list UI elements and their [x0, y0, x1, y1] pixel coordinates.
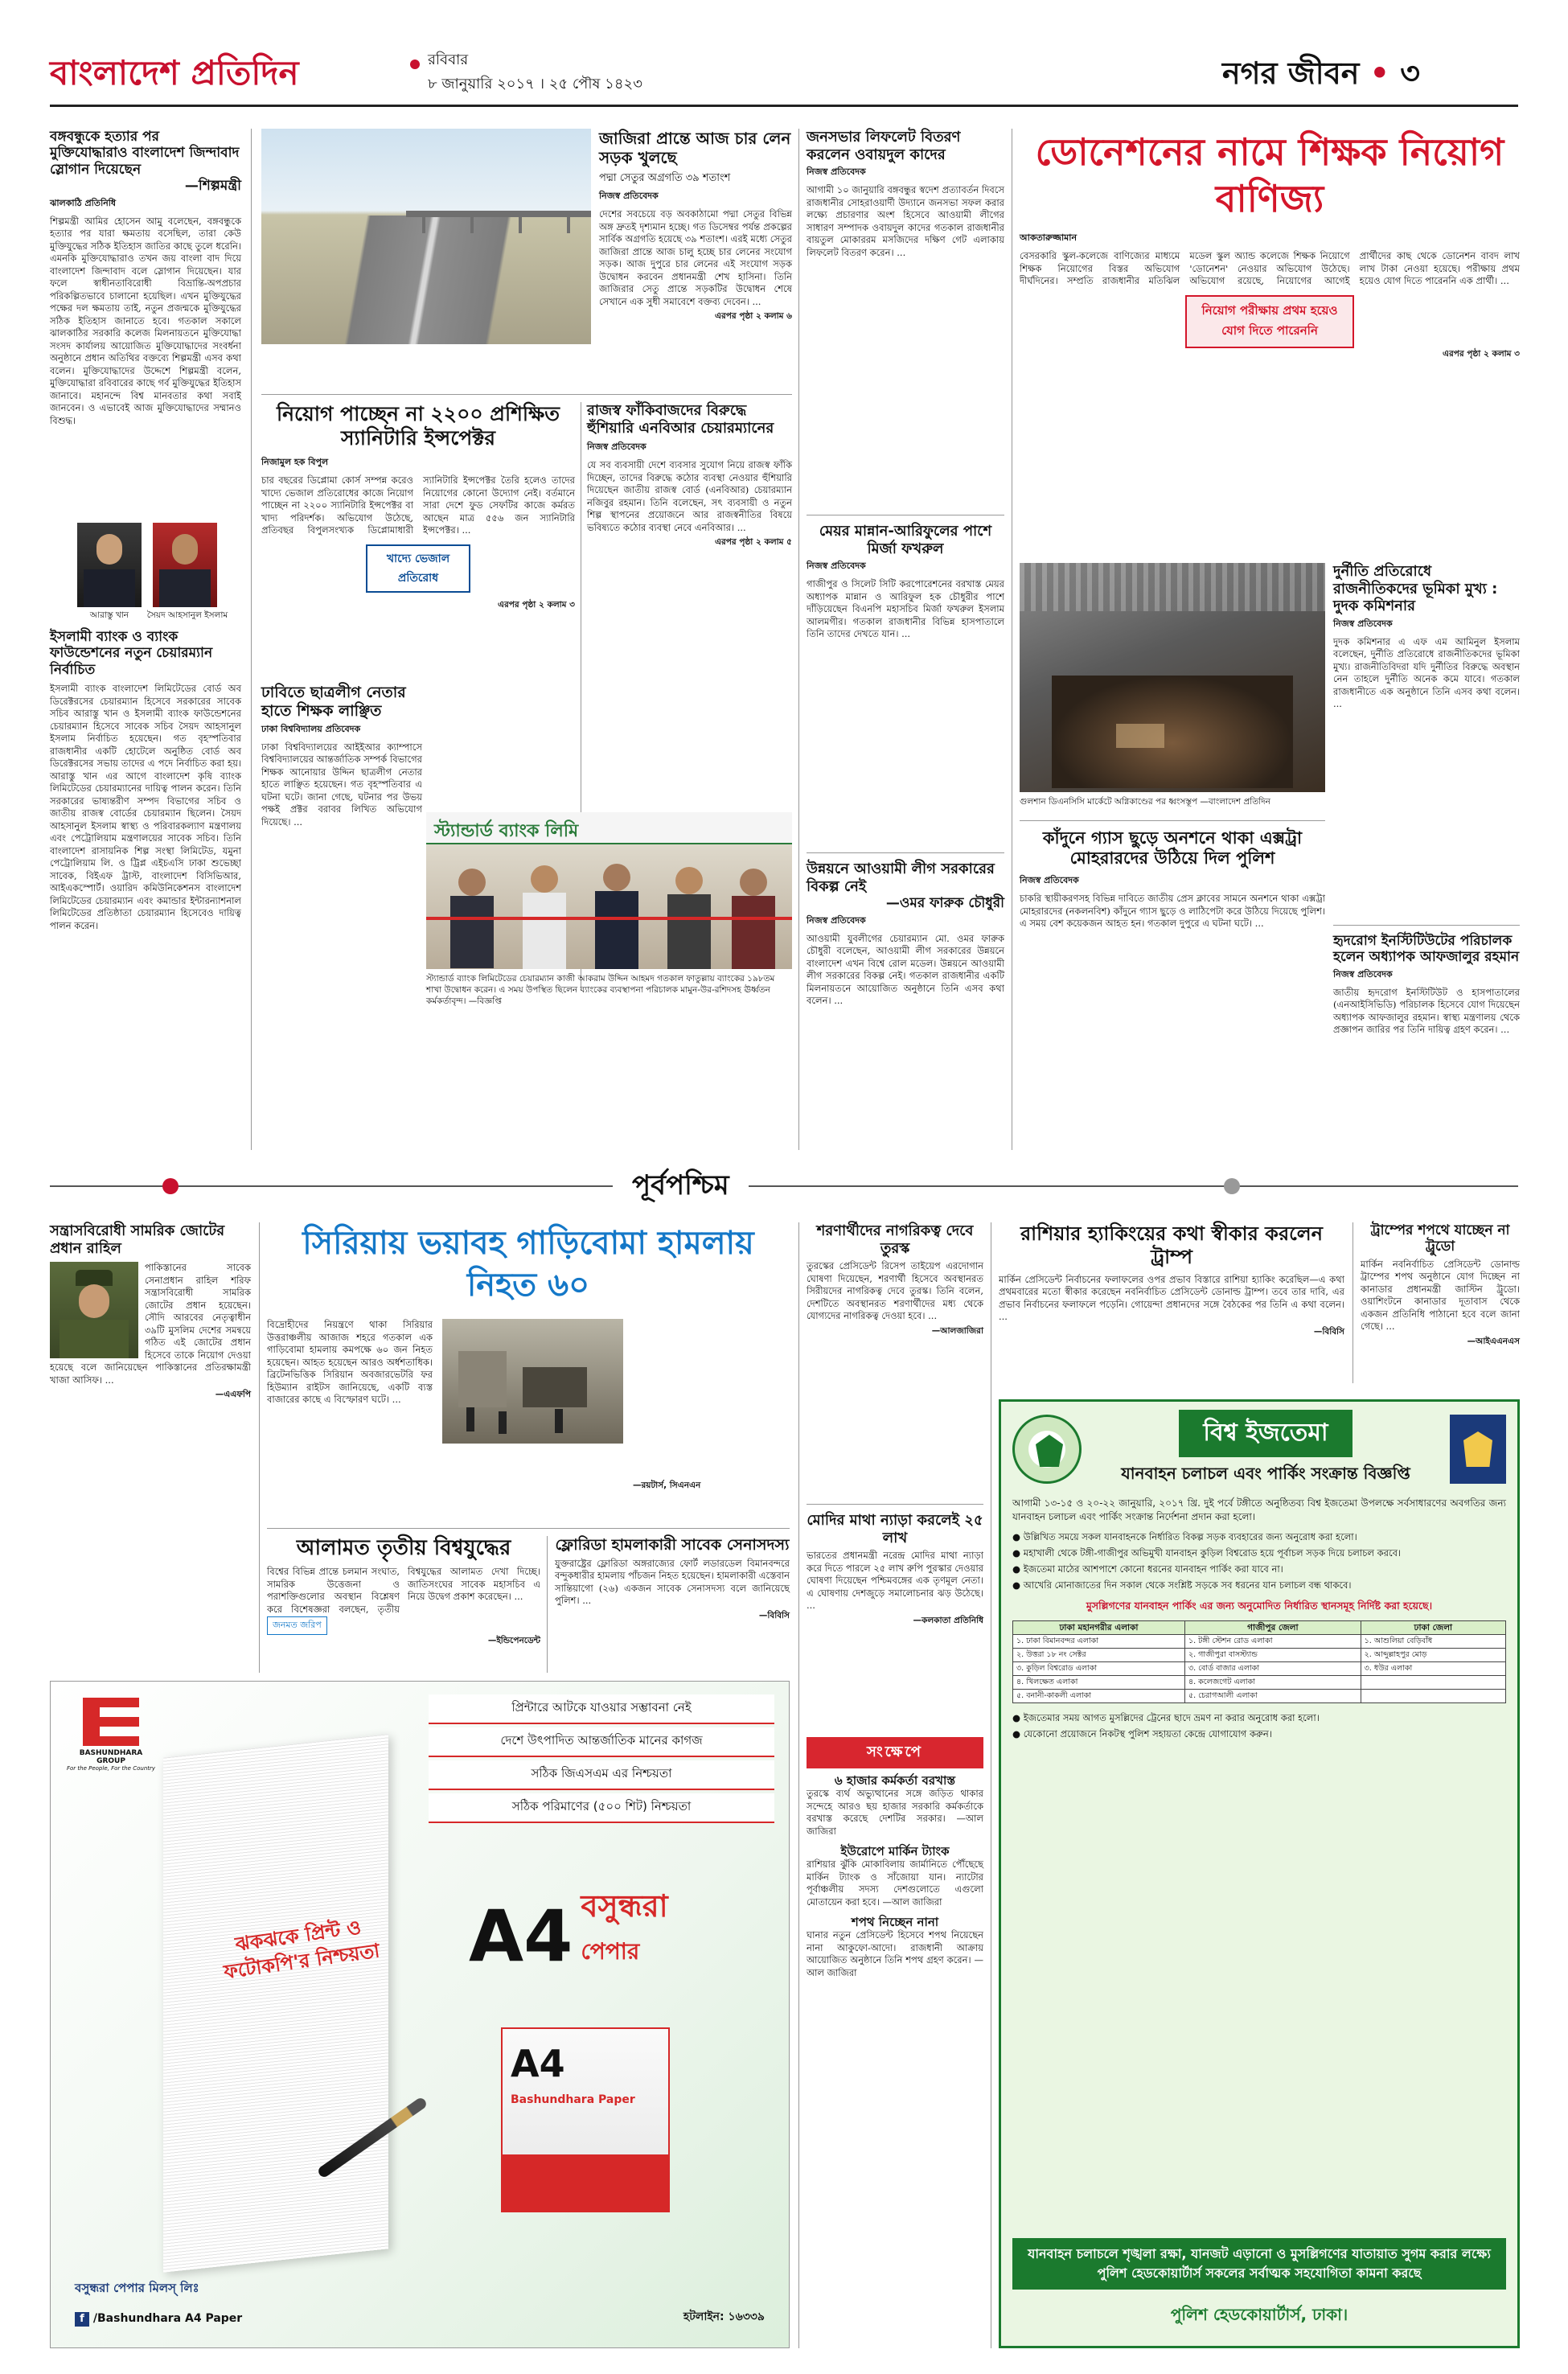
headline[interactable]: কাঁদুনে গ্যাস ছুড়ে অনশনে থাকা এক্সট্রা মোহরারদের উঠিয়ে দিল পুলিশ — [1042, 828, 1303, 869]
headline[interactable]: মেয়র মান্নান-আরিফুলের পাশে মির্জা ফখরুল — [819, 523, 992, 557]
story-corruption — [1333, 563, 1520, 713]
photo-padma-highway — [261, 129, 591, 344]
brief-headline[interactable]: শপথ নিচ্ছেন নানা — [851, 1915, 939, 1929]
source: —আলজাজিরা — [931, 1325, 983, 1336]
story-syria-body — [267, 1319, 790, 1493]
headline[interactable]: উন্নয়নে আওয়ামী লীগ সরকারের বিকল্প নেই — [807, 860, 995, 895]
ad-product-logo: A4 বসুন্ধরা পেপার — [469, 1888, 668, 1978]
body-text: জাতীয় হৃদরোগ ইনস্টিটিউট ও হাসপাতালের (এনআইসিভিডি) পরিচালক হিসেবে যোগ দিয়েছেন অধ্যাপক আফজালুর রহমান। স্বাস্থ্য মন্ত্রণালয় থেকে প্রজ্ঞাপন জারির পর তিনি দায়িত্ব গ্রহণ করেন। ... — [1333, 986, 1520, 1036]
table-row: ২. উত্তরা ১৮ নং সেক্টর ২. গাজীপুরা বাসস্ট্যান্ড ২. আব্দুল্লাহপুর মোড় — [1013, 1649, 1506, 1662]
story-awami-league — [807, 860, 1004, 1010]
column-rule — [547, 1536, 548, 1673]
headline[interactable]: রাশিয়ার হ্যাকিংয়ের কথা স্বীকার করলেন ট্রাম্প — [1020, 1222, 1323, 1268]
bank-banner: স্ট্যান্ডার্ড ব্যাংক লিমি — [426, 812, 792, 844]
byline: নিজামুল হক বিপুল — [261, 457, 329, 467]
photo-caption: স্ট্যান্ডার্ড ব্যাংক লিমিটেডের চেয়ারম্যান কাজী আকরাম উদ্দিন আহমদ গতকাল ফাতুল্লায় ব্যাংকের ১৯৮তম শাখা উদ্বোধন করেন। এ সময় উপস্থিত ছিলেন ব্যাংকের ব্যবস্থাপনা পরিচালক মামুন-উর-রশিদসহ ঊর্ধ্বতন কর্মকর্তাবৃন্দ। —বিজ্ঞপ্তি — [426, 974, 775, 1006]
byline: আকতারুজ্জামান — [1020, 232, 1077, 243]
section-title: নগর জীবন • ৩ — [1222, 55, 1420, 91]
table-row: ৩. কুড়িল বিশ্বরোড এলাকা ৩. বোর্ড বাজার এলাকা ৩. ধউর এলাকা — [1013, 1662, 1506, 1676]
kicker: —ওমর ফারুক চৌধুরী — [885, 895, 1004, 912]
headline[interactable]: আলামত তৃতীয় বিশ্বযুদ্ধের — [296, 1536, 511, 1560]
source: —বিবিসি — [1313, 1326, 1344, 1337]
parking-table-title: মুসল্লিগণের যানবাহন পার্কিং এর জন্য অনুমোদিত নির্ধারিত স্থানসমূহ নির্দিষ্ট করা হয়েছে। — [1086, 1600, 1433, 1612]
notice-subtitle: যানবাহন চলাচল এবং পার্কিং সংক্রান্ত বিজ্ঞপ্তি — [1121, 1464, 1410, 1483]
headline[interactable]: বঙ্গবন্ধুকে হত্যার পর মুক্তিযোদ্ধারাও বাংলাদেশ জিন্দাবাদ স্লোগান দিয়েছেন — [50, 129, 240, 178]
body-text: বেসরকারি স্কুল-কলেজে বাণিজ্যের মাধ্যমে শিক্ষক নিয়োগের বিস্তর অভিযোগ দীর্ঘদিনের। সম্প্রতি রাজধানীর মতিঝিল মডেল স্কুল অ্যান্ড কলেজে শিক্ষক নিয়োগে 'ডোনেশন' নেওয়ার অভিযোগ উঠেছে। অভিযোগ রয়েছে, নিয়োগের আগেই প্রার্থীদের কাছ থেকে ডোনেশন বাবদ লাখ লাখ টাকা নেওয়া হয়েছে। পরীক্ষায় প্রথম হয়েও যোগ দিতে পারেননি এক প্রার্থী। ... — [1020, 250, 1520, 286]
masthead-day: রবিবার — [428, 51, 469, 68]
photo-caption-left: আরাস্তু খান — [89, 610, 129, 620]
brief-section — [807, 1737, 983, 1982]
story-bangabandhu — [50, 129, 241, 429]
notice-note: ● যেকোনো প্রয়োজনে নিকটস্থ পুলিশ সহায়তা কেন্দ্রে যোগাযোগ করুন। — [1012, 1728, 1272, 1739]
body-text: মার্কিন প্রেসিডেন্ট নির্বাচনের ফলাফলের ওপর প্রভাব বিস্তারে রাশিয়া হ্যাকিং করেছিল—এ কথা প্রথমবারের মতো স্বীকার করেছেন নবনির্বাচিত প্রেসিডেন্ট ডোনাল্ড ট্রাম্প। তবে তার দাবি, এর প্রভাব নির্বাচনের ফলাফলে পড়েনি। গোয়েন্দা প্রধানদের সঙ্গে বৈঠকের পর তিনি এ কথা বলেন। ... — [999, 1273, 1344, 1323]
source: —বিবিসি — [758, 1610, 790, 1620]
source: —কলকাতা প্রতিনিধি — [913, 1615, 983, 1625]
headline[interactable]: মোদির মাথা ন্যাড়া করলেই ২৫ লাখ — [807, 1512, 983, 1546]
source: —ইন্ডিপেনডেন্ট — [487, 1636, 540, 1646]
brand-name: BASHUNDHARA GROUP — [79, 1749, 143, 1765]
kicker: —শিল্পমন্ত্রী — [184, 178, 241, 195]
headline[interactable]: সিরিয়ায় ভয়াবহ গাড়িবোমা হামলায় নিহত ৬০ — [302, 1225, 754, 1304]
body-text: ইসলামী ব্যাংক বাংলাদেশ লিমিটেডের বোর্ড অব ডিরেক্টরসের চেয়ারম্যান হিসেবে সরকারের সাবেক সচিব আরাস্তু খান ও ইসলামী ব্যাংক ফাউন্ডেশনের চেয়ারম্যান হিসেবে সাবেক সচিব সৈয়দ আহসানুল ইসলাম নির্বাচিত হয়েছেন। গত বৃহস্পতিবার রাজধানীর একটি হোটেলে অনুষ্ঠিত বোর্ড অব ডিরেক্টরসের সভায় তাদের এ পদে নির্বাচিত করা হয়। আরাস্তু খান এর আগে বাংলাদেশ কৃষি ব্যাংক লিমিটেডের চেয়ারম্যানের দায়িত্ব পালন করেন। তিনি সরকারের ভাষ্যন্তরীণ সম্পদ বিভাগের সচিব ও জাতীয় রাজস্ব বোর্ডের চেয়ারম্যান ছিলেন। সৈয়দ আহসানুল ইসলাম স্বাস্থ্য ও পরিবারকল্যাণ মন্ত্রণালয় এবং পেট্রোলিয়াম মন্ত্রণালয়ের সাবেক সচিব। তিনি বাংলাদেশ রাসায়নিক শিল্প সংস্থা লিমিটেড, যমুনা পেট্রোলিয়াম লি. ও ট্রিপ্ল এইচএসি ঢাকা শুভেচ্ছা সাবেক, বিইএফ ট্রাস্ট, বাংলাদেশ বিসিভিআর, আইএকস্পোর্ট। ওয়ারিদ কমিউনিকেশনস বাংলাদেশ লিমিটেডের চেয়ারম্যান এবং কমান্ডার ইন্টারন্যাশনাল লিমিটেডের প্রতিষ্ঠাতা চেয়ারম্যান হিসেবেও দায়িত্ব পালন করেন। — [50, 683, 241, 931]
notice-note: ● ইজতেমার সময় আগত মুসল্লিদের ট্রেনের ছাদে ভ্রমণ না করার অনুরোধ করা হলো। — [1012, 1712, 1320, 1723]
story-dhaka-university — [261, 684, 575, 831]
story-heart-institute — [1333, 933, 1520, 1039]
ad-benefits — [429, 1694, 774, 1823]
section-title: পূর্বপশ্চিম — [613, 1164, 749, 1210]
column-rule — [251, 129, 252, 1150]
column-rule — [259, 1222, 260, 1673]
column-rule — [798, 1222, 799, 2348]
body-text: ভারতের প্রধানমন্ত্রী নরেন্দ্র মোদির মাথা ন্যাড়া করে দিতে পারলে ২৫ লাখ রুপি পুরস্কার দেওয়ার ঘোষণা দিয়েছেন পশ্চিমবঙ্গের এক তৃণমূল নেতা। এ ঘোষণায় দেশজুড়ে সমালোচনার ঝড় উঠেছে। ... — [807, 1550, 983, 1612]
byline: নিজস্ব প্রতিবেদক — [599, 191, 659, 201]
ad-bashundhara-paper — [50, 1681, 790, 2348]
ad-ijtema-notice — [999, 1399, 1520, 2348]
parking-table — [1012, 1620, 1506, 1703]
story-jajira — [599, 129, 792, 324]
company-name: বসুন্ধরা পেপার মিলস্ লিঃ — [75, 2281, 199, 2295]
facebook-link[interactable]: f /Bashundhara A4 Paper — [75, 2312, 242, 2327]
body-text: ঢাকা বিশ্ববিদ্যালয়ের আইইআর ক্যাম্পাসে বিশ্ববিদ্যালয়ের আন্তর্জাতিক সম্পর্ক বিভাগের শিক্ষক আনোয়ার উদ্দিন ছাত্রলীগ নেতার হাতে লাঞ্ছিত হয়েছেন। গত বৃহস্পতিবার এ ঘটনা ঘটে। জানা গেছে, ঘটনার পর উভয় পক্ষই প্রক্টর বরাবর লিখিত অভিযোগ দিয়েছে। ... — [261, 741, 422, 828]
table-header: ঢাকা জেলা — [1361, 1621, 1505, 1635]
table-header: ঢাকা মহানগরীর এলাকা — [1013, 1621, 1185, 1635]
photo-gulshan-fire — [1020, 563, 1325, 792]
story-trudeau — [1361, 1222, 1520, 1349]
continued-link[interactable]: এরপর পৃষ্ঠা ২ কলাম ৫ — [715, 537, 792, 548]
photo-caption: গুলশান ডিএনসিসি মার্কেটে অগ্নিকাণ্ডের পর ধ্বংসস্তূপ —বাংলাদেশ প্রতিদিন — [1020, 797, 1270, 807]
table-row: ৪. খিলক্ষেত এলাকা ৪. কলেজগেট এলাকা — [1013, 1676, 1506, 1690]
notice-rule: ● উল্লিখিত সময়ে সকল যানবাহনকে নির্ধারিত বিকল্প সড়ক ব্যবহারের জন্য অনুরোধ করা হলো। — [1012, 1531, 1357, 1542]
paper-ream-image: A4 Bashundhara Paper — [501, 2027, 670, 2212]
hotline[interactable]: হটলাইন: ১৬৩৩৯ — [683, 2310, 765, 2323]
story-leaflet — [807, 129, 1004, 261]
story-donation — [1020, 129, 1520, 222]
brief-headline[interactable]: ইউরোপে মার্কিন ট্যাংক — [840, 1844, 950, 1859]
brief-headline[interactable]: ৬ হাজার কর্মকর্তা বরখাস্ত — [834, 1773, 956, 1788]
section-divider — [50, 1158, 1518, 1214]
table-row: ৫. বনানী-কাকলী এলাকা ৫. চেরাগআলী এলাকা — [1013, 1690, 1506, 1703]
notice-title: বিশ্ব ইজতেমা — [1179, 1410, 1352, 1457]
benefit-line: প্রিন্টারে আটকে যাওয়ার সম্ভাবনা নেই — [429, 1694, 774, 1724]
byline: নিজস্ব প্রতিবেদক — [807, 914, 866, 926]
brand-tagline: For the People, For the Country — [67, 1765, 156, 1772]
story-russia — [999, 1222, 1344, 1340]
paper-stack-image — [163, 1734, 388, 2272]
table-row: ১. ঢাকা বিমানবন্দর এলাকা ১. টঙ্গী স্টেশন রোড এলাকা ১. আশুলিয়া বেড়িবাঁধ — [1013, 1635, 1506, 1649]
story-teargas — [1020, 828, 1325, 933]
brief-item — [807, 1915, 983, 1979]
brief-item — [807, 1844, 983, 1908]
headline[interactable]: রাজস্ব ফাঁকিবাজদের বিরুদ্ধে হুঁশিয়ারি এনবিআর চেয়ারম্যানের — [587, 402, 774, 437]
body-text: গাজীপুর ও সিলেট সিটি করপোরেশনের বরখাস্ত মেয়র অধ্যাপক মান্নান ও আরিফুল হক চৌধুরীর পাশে দাঁড়িয়েছেন বিএনপি মহাসচিব মির্জা ফখরুল ইসলাম আলমগীর। গতকাল রাজধানীর বিভিন্ন হাসপাতালে তিনি তাদের দেখতে যান। ... — [807, 578, 1004, 640]
masthead-rule — [50, 105, 1518, 107]
body-text: বিদ্রোহীদের নিয়ন্ত্রণে থাকা সিরিয়ার উত্তরাঞ্চলীয় আজাজ শহরে গতকাল এক গাড়িবোমা হামলায় কমপক্ষে ৬০ জন নিহত হয়েছেন। আহত হয়েছেন আরও অর্ধশতাধিক। ব্রিটেনভিত্তিক সিরিয়ান অবজারভেটরি ফর হিউম্যান রাইটস জানিয়েছে, একটি ব্যস্ত বাজারের কাছে এ বিস্ফোরণ ঘটে। ... — [267, 1319, 433, 1405]
continued-link[interactable]: এরপর পৃষ্ঠা ২ কলাম ৩ — [498, 600, 575, 610]
story-revenue — [587, 402, 792, 550]
paper-name: বাংলাদেশ প্রতিদিন — [50, 53, 299, 92]
body-text: পাকিস্তানের সাবেক সেনাপ্রধান রাহিল শরিফ সন্ত্রাসবিরোধী সামরিক জোটের প্রধান হয়েছেন। সৌদি আরবের নেতৃত্বাধীন ৩৯টি মুসলিম দেশের সমন্বয়ে গঠিত এই জোটের প্রধান হিসেবে তাকে নিয়োগ দেওয়া হয়েছে বলে জানিয়েছেন পাকিস্তানের প্রতিরক্ষামন্ত্রী খাজা আসিফ। ... — [50, 1262, 251, 1386]
headline[interactable]: ঢাবিতে ছাত্রলীগ নেতার হাতে শিক্ষক লাঞ্ছিত — [261, 684, 406, 720]
section-bullet: • — [1369, 55, 1389, 91]
section-rule — [807, 1504, 983, 1505]
byline: নিজস্ব প্রতিবেদক — [1333, 618, 1393, 629]
masthead-divider — [410, 60, 420, 69]
section-rule — [1020, 820, 1325, 821]
police-logo-left — [1012, 1415, 1082, 1484]
section-rule — [1333, 925, 1520, 926]
story-syria — [267, 1222, 790, 1306]
source: —আইএএনএস — [1467, 1336, 1520, 1346]
byline: ঝালকাঠি প্রতিনিধি — [50, 197, 117, 208]
body-text: চার বছরের ডিপ্লোমা কোর্স সম্পন্ন করেও খাদ্যে ভেজাল প্রতিরোধের কাজে নিয়োগ পাচ্ছেন না ২২০০ স্যানিটারি ইন্সপেক্টর বা খাদ্য পরিদর্শক। অভিযোগ উঠেছে, প্রতিবছর বিপুলসংখ্যক ডিপ্লোমাধারী স্যানিটারি ইন্সপেক্টর তৈরি হলেও তাদের নিয়োগের কোনো উদ্যোগ নেই। বর্তমানে সারা দেশে ফুড সেফটির কাজে কর্মরত আছেন মাত্র ৫৫৬ জন স্যানিটারি ইন্সপেক্টর। ... — [261, 474, 575, 536]
brief-text: রাশিয়ার ঝুঁকি মোকাবিলায় জার্মানিতে পৌঁছেছে মার্কিন ট্যাংক ও সাঁজোয়া যান। ন্যাটোর পূর্বাঞ্চলীয় সদস্য দেশগুলোতে এগুলো মোতায়েন করা হবে। —আল জাজিরা — [807, 1859, 983, 1908]
body-text: শিল্পমন্ত্রী আমির হোসেন আমু বলেছেন, বঙ্গবন্ধুকে হত্যার পর যারা ক্ষমতায় বসেছিল, তারা কেউ মুক্তিযুদ্ধের সঠিক ইতিহাস জাতির কাছে তুলে ধরেনি। এমনকি মুক্তিযোদ্ধারাও তখন জয় বাংলা বাদ দিয়ে বাংলাদেশ জিন্দাবাদ বলে স্লোগান দিয়েছেন। যার ফলে স্বাধীনতাবিরোধী বিভ্রান্তি-অপপ্রচার পরিকল্পিতভাবে চালানো হয়েছিল। এখন মুক্তিযুদ্ধের পক্ষের দল ক্ষমতায় তাই, নতুন প্রজন্মকে মুক্তিযুদ্ধের সঠিক ইতিহাস জানাতে হবে। গতকাল সকালে ঝালকাঠির সরকারি কলেজ মিলনায়তনে মুক্তিযোদ্ধা সংসদ কার্যালয় আয়োজিত মুক্তিযোদ্ধাদের সংবর্ধনা অনুষ্ঠানে প্রধান অতিথির বক্তব্যে শিল্পমন্ত্রী এসব কথা বলেন। মুক্তিযোদ্ধাদের উদ্দেশে শিল্পমন্ত্রী বলেন, মুক্তিযোদ্ধারা রবিবারের কাছে গর্ব মুক্তিযুদ্ধের ইতিহাস জানাবে। মহানন্দে বিশ্ব মানবতার কথা সবাই জানবেন। ও এভাবেই আজ মুক্তিযোদ্ধাদের সম্মানও বিশুদ্ধ। — [50, 215, 241, 426]
brief-title: সংক্ষেপে — [807, 1737, 983, 1768]
story-mayor — [807, 523, 1004, 643]
story-refugees — [807, 1222, 983, 1339]
headline[interactable]: দুর্নীতি প্রতিরোধে রাজনীতিকদের ভূমিকা মুখ্য : দুদক কমিশনার — [1333, 563, 1498, 615]
byline: ঢাকা বিশ্ববিদ্যালয় প্রতিবেদক — [261, 723, 361, 734]
headline[interactable]: ফ্লোরিডা হামলাকারী সাবেক সেনাসদস্য — [555, 1536, 790, 1554]
bashundhara-logo — [67, 1698, 155, 1772]
story-modi — [807, 1512, 983, 1629]
masthead — [0, 0, 1568, 121]
story-islami-bank — [50, 629, 241, 934]
notice-rule: ● আখেরি মোনাজাতের দিন সকাল থেকে সংশ্লিষ্ট সড়কে সব ধরনের যান চলাচল বন্ধ থাকবে। — [1012, 1579, 1352, 1591]
subhead: পদ্মা সেতুর অগ্রগতি ৩৯ শতাংশ — [599, 172, 731, 184]
headline[interactable]: হৃদরোগ ইনস্টিটিউটের পরিচালক হলেন অধ্যাপক আফজালুর রহমান — [1333, 933, 1520, 966]
notice-signature: পুলিশ হেডকোয়ার্টার্স, ঢাকা। — [1170, 2305, 1348, 2324]
photo-caption-right: সৈয়দ আহসানুল ইসলাম — [146, 610, 228, 620]
police-logo-right — [1450, 1415, 1506, 1484]
benefit-line: দেশে উৎপাদিত আন্তর্জাতিক মানের কাগজ — [429, 1727, 774, 1757]
body-text: আওয়ামী যুবলীগের চেয়ারম্যান মো. ওমর ফারুক চৌধুরী বলেছেন, আওয়ামী লীগ সরকারের উন্নয়নে বাংলাদেশ এখন বিশ্বে রোল মডেল। উন্নয়নে আওয়ামী লীগ সরকারের বিকল্প নেই। গতকাল রাজধানীর একটি মিলনায়তনে আয়োজিত অনুষ্ঠানে তিনি এসব কথা বলেন। ... — [807, 932, 1004, 1007]
byline: নিজস্ব প্রতিবেদক — [1020, 875, 1079, 886]
column-rule — [798, 129, 799, 1150]
food-adulteration-box: খাদ্যে ভেজাল প্রতিরোধ — [366, 544, 470, 593]
photo-standard-bank-event — [426, 812, 792, 969]
notice-intro: আগামী ১৩-১৫ ও ২০-২২ জানুয়ারি, ২০১৭ খ্রি. দুই পর্বে টঙ্গীতে অনুষ্ঠিতব্য বিশ্ব ইজতেমা উপলক্ষে সর্বসাধারণের অবগতির জন্য যানবাহন চলাচল এবং পার্কিং সংক্রান্ত নির্দেশনা প্রদান করা হলো। — [1012, 1497, 1506, 1522]
section-rule — [267, 1528, 790, 1529]
story-raheel — [50, 1222, 251, 1403]
headline[interactable]: নিয়োগ পাচ্ছেন না ২২০০ প্রশিক্ষিত স্যানিটারি ইন্সপেক্টর — [276, 402, 560, 450]
body-text: তুরস্কের প্রেসিডেন্ট রিসেপ তাইয়েপ এরদোগান ঘোষণা দিয়েছেন, শরণার্থী হিসেবে অবস্থানরত সিরীয়দের নাগরিকত্ব দেবে তুরস্ক। তিনি বলেন, দেশটিতে অবস্থানরত শরণার্থীদের মধ্য থেকে যোগ্যদের নাগরিকত্ব দেওয়া হবে। ... — [807, 1260, 983, 1322]
benefit-line: সঠিক জিএসএম এর নিশ্চয়তা — [429, 1760, 774, 1790]
headline[interactable]: ট্রাম্পের শপথে যাচ্ছেন না ট্রুডো — [1370, 1222, 1510, 1255]
story-donation-body — [1020, 229, 1520, 362]
byline: নিজস্ব প্রতিবেদক — [1333, 968, 1393, 980]
byline: নিজস্ব প্রতিবেদক — [807, 561, 866, 572]
section-bullet-left — [162, 1178, 179, 1194]
table-header: গাজীপুর জেলা — [1184, 1621, 1361, 1635]
notice-footer: যানবাহন চলাচলে শৃঙ্খলা রক্ষা, যানজট এড়ানো ও মুসল্লিগণের যাতায়াত সুগম করার লক্ষ্যে পুলিশ হেডকোয়ার্টার্স সকলের সর্বাত্মক সহযোগিতা কামনা করছে — [1012, 2238, 1506, 2290]
headline[interactable]: ডোনেশনের নামে শিক্ষক নিয়োগ বাণিজ্য — [1035, 130, 1504, 220]
photo-raheel-sharif — [50, 1262, 138, 1358]
byline: নিজস্ব প্রতিবেদক — [807, 166, 866, 178]
headline[interactable]: শরণার্থীদের নাগরিকত্ব দেবে তুরস্ক — [816, 1222, 974, 1257]
continued-link[interactable]: এরপর পৃষ্ঠা ২ কলাম ৩ — [1443, 348, 1520, 359]
headline[interactable]: ইসলামী ব্যাংক ও ব্যাংক ফাউন্ডেশনের নতুন চেয়ারম্যান নির্বাচিত — [50, 629, 213, 678]
source: —এএফপি — [215, 1390, 251, 1400]
masthead-date: ৮ জানুয়ারি ২০১৭ । ২৫ পৌষ ১৪২৩ — [428, 76, 642, 92]
section-rule — [807, 852, 1004, 853]
body-text: চাকরি স্থায়ীকরণসহ বিভিন্ন দাবিতে জাতীয় প্রেস ক্লাবের সামনে অনশনে থাকা এক্সট্রা মোহরারদের (নকলনবিশ) কাঁদুনে গ্যাস ছুড়ে ও লাঠিপেটা করে উঠিয়ে দিয়েছে পুলিশ। এ সময় বেশ কয়েকজন আহত হন। গতকাল দুপুরে এ ঘটনা ঘটে। ... — [1020, 893, 1325, 930]
body-text: দেশের সবচেয়ে বড় অবকাঠামো পদ্মা সেতুর বিভিন্ন অঙ্গ দ্রুতই দৃশ্যমান হচ্ছে। গত ডিসেম্বর পর্যন্ত প্রকল্পের সার্বিক অগ্রগতি হয়েছে ৩৯ শতাংশ। এরই মধ্যে সেতুর জাজিরা প্রান্তে আজ চালু হচ্ছে চার লেনের সংযোগ সড়ক। আজ দুপুরে চার লেনের এই সংযোগ সড়ক উদ্বোধন করবেন প্রধানমন্ত্রী শেখ হাসিনা। তিনি জাজিরার সেতু প্রান্তে সড়কটির উদ্বোধন শেষে সেখানে এক সুধী সমাবেশে বক্তব্য দেবেন। ... — [599, 208, 792, 307]
body-text: দুদক কমিশনার এ এফ এম আমিনুল ইসলাম বলেছেন, দুর্নীতি প্রতিরোধে রাজনীতিকদের ভূমিকা মুখ্য। রাজনীতিবিদরা যদি দুর্নীতির বিরুদ্ধে অবস্থান নেন তাহলে দুর্নীতি অনেক কমে যাবে। গতকাল রাজধানীতে এক অনুষ্ঠানে তিনি এসব কথা বলেন। ... — [1333, 635, 1520, 710]
body-text: যুক্তরাষ্ট্রের ফ্লোরিডা অঙ্গরাজ্যের ফোর্ট লডারডেল বিমানবন্দরে বন্দুকধারীর হামলায় পাঁচজন নিহত হয়েছেন। হামলাকারী এস্তেবান সান্তিয়াগো (২৬) একজন সাবেক সেনাসদস্য বলে জানিয়েছে পুলিশ। ... — [555, 1557, 790, 1607]
notice-notes — [1012, 1711, 1506, 1740]
headline[interactable]: জনসভার লিফলেট বিতরণ করলেন ওবায়দুল কাদের — [807, 129, 961, 163]
continued-link[interactable]: এরপর পৃষ্ঠা ২ কলাম ৬ — [715, 311, 792, 321]
photo-ahsanul-islam — [153, 523, 217, 607]
notice-rules — [1012, 1530, 1506, 1592]
page-number: ৩ — [1400, 55, 1420, 91]
body-text: বিশ্বের বিভিন্ন প্রান্তে চলমান সংঘাত, সামরিক উত্তেজনা ও পরাশক্তিগুলোর অবস্থান বিশ্লেষণ করে বিশেষজ্ঞরা বলছেন, তৃতীয় বিশ্বযুদ্ধের আলামত দেখা দিচ্ছে। জাতিসংঘের সাবেক মহাসচিব এ নিয়ে উদ্বেগ প্রকাশ করেছেন। ... — [267, 1566, 540, 1615]
brief-text: ঘানার নতুন প্রেসিডেন্ট হিসেবে শপথ নিয়েছেন নানা আকুফো-আদো। রাজধানী আক্রায় আয়োজিত অনুষ্ঠানে তিনি শপথ গ্রহণ করেন। —আল জাজিরা — [807, 1929, 983, 1978]
notice-rule: ● ইজতেমা মাঠের আশপাশে কোনো ধরনের যানবাহন পার্কিং করা যাবে না। — [1012, 1563, 1283, 1575]
section-rule — [261, 394, 792, 395]
facebook-icon: f — [75, 2312, 89, 2327]
ad-slogan: ঝকঝকে প্রিন্ট ও ফটোকপি'র নিশ্চয়তা — [222, 1916, 381, 1984]
photo-arastu-khan — [77, 523, 142, 607]
benefit-line: সঠিক পরিমাণের (৫০০ শিট) নিশ্চয়তা — [429, 1793, 774, 1823]
poll-tag: জনমত জরিপ — [267, 1616, 327, 1635]
body-text: মার্কিন নবনির্বাচিত প্রেসিডেন্ট ডোনাল্ড ট্রাম্পের শপথ অনুষ্ঠানে যোগ দিচ্ছেন না কানাডার প্রধানমন্ত্রী জাস্টিন ট্রুডো। ওয়াশিংটনে কানাডার দূতাবাস থেকে একজন প্রতিনিধি পাঠানো হবে বলে জানা গেছে। ... — [1361, 1258, 1520, 1333]
section-bullet-right — [1224, 1178, 1240, 1194]
brief-text: তুরস্কে ব্যর্থ অভ্যুত্থানের সঙ্গে জড়িত থাকার সন্দেহে আরও ছয় হাজার সরকারি কর্মকর্তাকে বরখাস্ত করেছে দেশটির সরকার। —আল জাজিরা — [807, 1788, 983, 1837]
source: —রয়টার্স, সিএনএন — [633, 1481, 701, 1490]
notice-rule: ● মহাখালী থেকে টঙ্গী-গাজীপুর অভিমুখী যানবাহন কুড়িল বিশ্বরোড হয়ে পূর্বাচল সড়ক দিয়ে চলাচল করবে। — [1012, 1547, 1402, 1559]
body-text: আগামী ১০ জানুয়ারি বঙ্গবন্ধুর স্বদেশ প্রত্যাবর্তন দিবসে রাজধানীর সোহরাওয়ার্দী উদ্যানে জনসভা সফল করার লক্ষ্যে প্রচারণার অংশ হিসেবে আওয়ামী লীগের সাধারণ সম্পাদক ওবায়দুল কাদের গতকাল রাজধানীর বায়তুল মোকাররম মসজিদের দক্ষিণ গেট এলাকায় লিফলেট বিতরণ করেন। ... — [807, 184, 1004, 258]
headline[interactable]: জাজিরা প্রান্তে আজ চার লেন সড়ক খুলছে — [599, 129, 791, 167]
body-text: যে সব ব্যবসায়ী দেশে ব্যবসার সুযোগ নিয়ে রাজস্ব ফাঁকি দিচ্ছেন, তাদের বিরুদ্ধে কঠোর ব্যবস্থা নেওয়ার হুঁশিয়ারি দিয়েছেন জাতীয় রাজস্ব বোর্ড (এনবিআর) চেয়ারম্যান নজিবুর রহমান। তিনি বলেছেন, সৎ ব্যবসায়ী ও নতুন শিল্প স্থাপনের প্রয়োজনে আর রাজস্বনীতির বিষয়ে ভবিষ্যতে কঠোর ব্যবস্থা নেবে এনবিআর। ... — [587, 459, 792, 533]
story-florida — [555, 1536, 790, 1624]
story-ww3 — [267, 1536, 540, 1649]
story-sanitary — [261, 402, 575, 613]
headline[interactable]: সন্ত্রাসবিরোধী সামরিক জোটের প্রধান রাহিল — [50, 1222, 225, 1257]
brief-item — [807, 1773, 983, 1838]
byline: নিজস্ব প্রতিবেদক — [587, 442, 646, 453]
donation-callout: নিয়োগ পরীক্ষায় প্রথম হয়েও যোগ দিতে পারেননি — [1185, 295, 1354, 348]
